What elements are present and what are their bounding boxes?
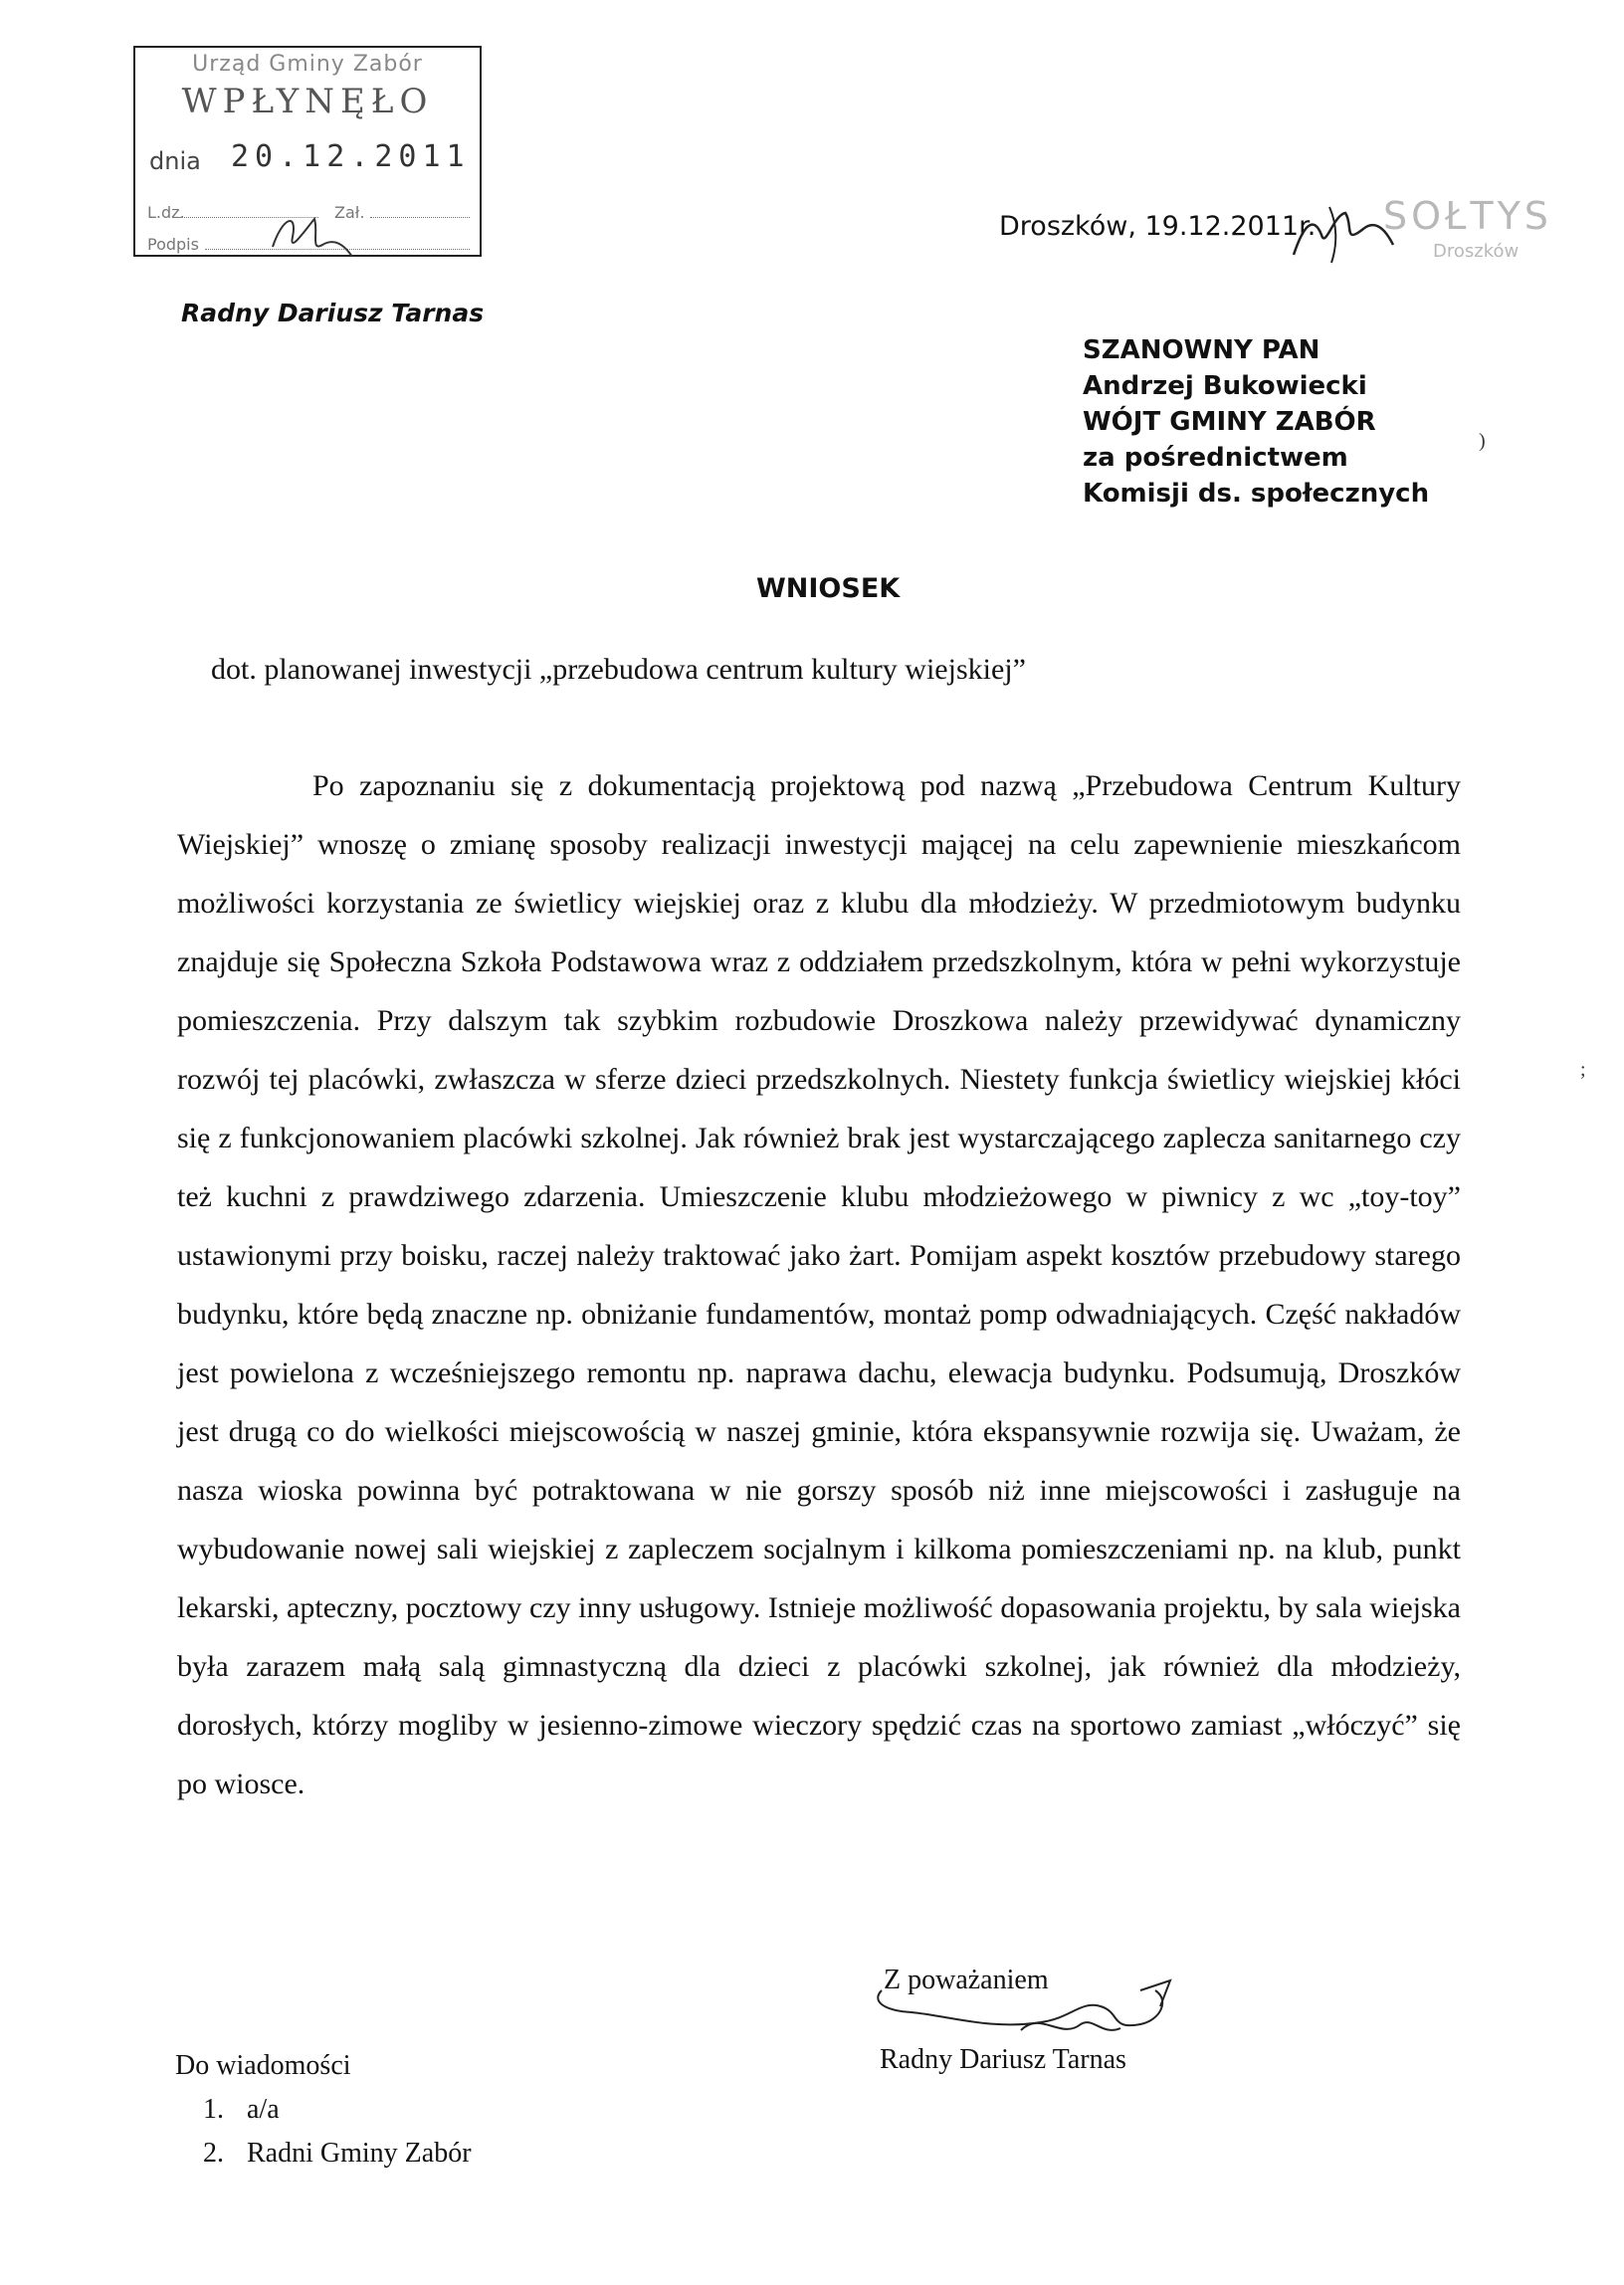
body-paragraph: Po zapoznaniu się z dokumentacją projektową pod nazwą „Przebudowa Centrum Kultury Wiejskiej” wnoszę o zmianę sposoby realizacji inwestycji mającej na celu zapewnienie mieszkańcom możliwości korzystania ze świetlicy wiejskiej oraz z klubu dla młodzieży. W przedmiotowym budynku znajduje się Społeczna Szkoła Podstawowa wraz z oddziałem przedszkolnym, która w pełni wykorzystuje pomieszczenia. Przy dalszym tak szybkim rozbudowie Droszkowa należy przewidywać dynamiczny rozwój tej placówki, zwłaszcza w sferze dzieci przedszkolnych. Niestety funkcja świetlicy wiejskiej kłóci się z funkcjonowaniem placówki szkolnej. Jak również brak jest wystarczającego zaplecza sanitarnego czy też kuchni z prawdziwego zdarzenia. Umieszczenie klubu młodzieżowego w piwnicy z wc „toy-toy” ustawionymi przy boisku, raczej należy traktować jako żart. Pomijam aspekt kosztów przebudowy starego budynku, które będą znaczne np. obniżanie fundamentów, montaż pomp odwadniających. Część nakładów jest powielona z wcześniejszego remontu np. naprawa dachu, elewacja budynku. Podsumują, Droszków jest drugą co do wielkości miejscowością w naszej gminie, która ekspansywnie rozwija się. Uważam, że nasza wioska powinna być potraktowana w nie gorszy sposób niż inne miejscowości i zasługuje na wybudowanie nowej sali wiejskiej z zapleczem socjalnym i kilkoma pomieszczeniami np. na klub, punkt lekarski, apteczny, pocztowy czy inny usługowy. Istnieje możliwość dopasowania projektu, by sala wiejska była zarazem małą salą gimnastyczną dla dzieci z placówki szkolnej, jak również dla młodzieży, dorosłych, którzy mogliby w jesienno-zimowe wieczory spędzić czas na sportowo zamiast „włóczyć” się po wiosce. [177,769,1461,1800]
cc-item: 1. a/a [231,2088,472,2132]
stamp-zal-line [370,217,470,218]
margin-mark: ; [1580,1059,1586,1081]
addressee-block [1083,332,1429,512]
addressee-line: WÓJT GMINY ZABÓR [1083,407,1376,437]
place-date: Droszków, 19.12.2011r. [999,211,1317,242]
addressee-line: za pośrednictwem [1083,443,1348,473]
cc-block [175,2044,472,2176]
signer-name: Radny Dariusz Tarnas [880,2044,1126,2075]
stamp-office: Urząd Gminy Zabór [192,52,423,77]
margin-mark: ) [1479,430,1486,452]
document-title: WNIOSEK [756,573,901,604]
stamp-date-label: dnia [149,147,201,175]
cc-item: 2. Radni Gminy Zabór [231,2132,472,2176]
soltys-stamp-text: SOŁTYS [1383,194,1552,238]
stamp-zal-label: Zał. [334,203,365,222]
addressee-line: Komisji ds. społecznych [1083,479,1430,509]
stamp-date: 20.12.2011 [231,139,471,174]
cc-list [175,2088,472,2176]
stamp-ldz-label: L.dz. [147,203,185,222]
subject-line: dot. planowanej inwestycji „przebudowa centrum kultury wiejskiej” [211,653,1026,686]
stamp-initials-signature [253,197,365,267]
cc-label: Do wiadomości [175,2050,351,2081]
soltys-stamp [1234,185,1552,295]
stamp-received: WPŁYNĘŁO [181,82,434,121]
addressee-line: SZANOWNY PAN [1083,335,1320,365]
received-stamp [133,46,482,257]
closing-phrase: Z poważaniem [884,1965,1049,1995]
stamp-podpis-label: Podpis [147,235,199,254]
sender-name: Radny Dariusz Tarnas [181,299,485,327]
soltys-stamp-sub: Droszków [1433,241,1520,262]
addressee-line: Andrzej Bukowiecki [1083,371,1367,401]
